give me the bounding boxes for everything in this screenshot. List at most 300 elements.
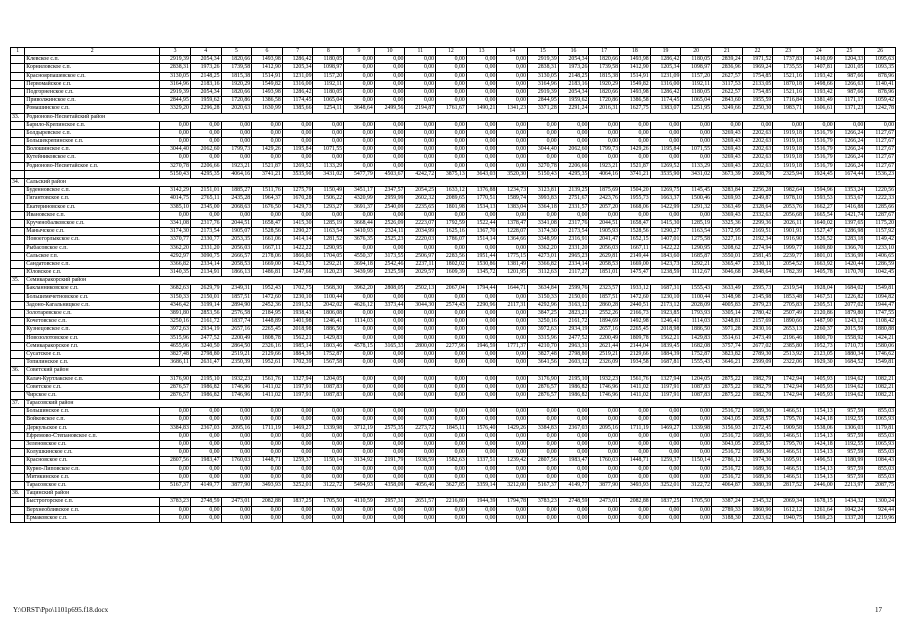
value-cell: 2705,83 bbox=[773, 301, 804, 309]
value-cell: 1127,67 bbox=[865, 162, 896, 170]
value-cell: 0,00 bbox=[313, 449, 344, 457]
settlement-row bbox=[11, 481, 896, 489]
value-cell: 1287,67 bbox=[865, 211, 896, 219]
value-cell: 1180,99 bbox=[834, 457, 865, 465]
value-cell: 1231,09 bbox=[650, 72, 681, 80]
value-cell: 0,00 bbox=[374, 56, 405, 64]
value-cell: 0,00 bbox=[589, 449, 620, 457]
value-cell: 2332,63 bbox=[742, 211, 773, 219]
value-cell: 1423,73 bbox=[282, 260, 313, 268]
value-cell: 0,00 bbox=[344, 375, 375, 383]
settlement-row bbox=[11, 162, 896, 170]
value-cell: 1386,58 bbox=[620, 97, 651, 105]
value-cell: 1251,95 bbox=[681, 105, 712, 113]
settlement-name: Кузнецовское с.п. bbox=[25, 326, 160, 334]
value-cell: 1472,60 bbox=[252, 293, 283, 301]
value-cell: 0,00 bbox=[620, 449, 651, 457]
value-cell: 1668,06 bbox=[620, 203, 651, 211]
value-cell: 3646,21 bbox=[712, 359, 743, 367]
value-cell: 1514,91 bbox=[620, 72, 651, 80]
value-cell: 1705,50 bbox=[681, 498, 712, 506]
value-cell: 1475,47 bbox=[620, 269, 651, 277]
settlement-row bbox=[11, 375, 896, 383]
value-cell: 1880,88 bbox=[865, 326, 896, 334]
value-cell: 1493,98 bbox=[620, 56, 651, 64]
value-cell: 0,00 bbox=[374, 129, 405, 137]
settlement-row bbox=[11, 506, 896, 514]
value-cell: 0,00 bbox=[528, 211, 559, 219]
value-cell: 2095,16 bbox=[589, 424, 620, 432]
value-cell: 2367,03 bbox=[190, 424, 221, 432]
value-cell: 1971,52 bbox=[742, 56, 773, 64]
value-cell: 3164,96 bbox=[160, 80, 191, 88]
value-cell: 0,00 bbox=[344, 359, 375, 367]
value-cell: 0,00 bbox=[528, 408, 559, 416]
value-cell: 1171,17 bbox=[834, 97, 865, 105]
settlement-name: Барило-Крепинское с.п. bbox=[25, 121, 160, 129]
value-cell: 3123,81 bbox=[528, 187, 559, 195]
value-cell: 2657,16 bbox=[221, 326, 252, 334]
value-cell: 3240,50 bbox=[190, 342, 221, 350]
value-cell: 5477,79 bbox=[344, 170, 375, 178]
value-cell: 0,00 bbox=[374, 138, 405, 146]
value-cell: 2326,09 bbox=[589, 359, 620, 367]
value-cell: 5494,93 bbox=[344, 481, 375, 489]
settlement-name: Чирское с.п. bbox=[25, 391, 160, 399]
settlement-name: Ивановское с.п. bbox=[25, 211, 160, 219]
value-cell: 0,00 bbox=[620, 129, 651, 137]
value-cell: 2748,59 bbox=[558, 498, 589, 506]
value-cell: 0,00 bbox=[436, 318, 467, 326]
column-number: 20 bbox=[681, 48, 712, 56]
value-cell: 1163,54 bbox=[313, 228, 344, 236]
value-cell: 1059,42 bbox=[865, 97, 896, 105]
settlement-row bbox=[11, 219, 896, 227]
value-cell: 0,00 bbox=[405, 72, 436, 80]
value-cell: 0,00 bbox=[773, 121, 804, 129]
value-cell: 1839,45 bbox=[650, 342, 681, 350]
value-cell: 1667,11 bbox=[252, 244, 283, 252]
value-cell: 1928,04 bbox=[803, 285, 834, 293]
value-cell: 1944,39 bbox=[466, 498, 497, 506]
value-cell: 3514,61 bbox=[712, 334, 743, 342]
row-number-cell bbox=[11, 195, 25, 203]
value-cell: 3043,05 bbox=[712, 416, 743, 424]
value-cell: 0,00 bbox=[558, 408, 589, 416]
value-cell: 0,00 bbox=[558, 514, 589, 522]
column-number: 17 bbox=[589, 48, 620, 56]
value-cell: 1204,05 bbox=[313, 375, 344, 383]
value-cell: 1999,77 bbox=[773, 244, 804, 252]
value-cell: 0,00 bbox=[374, 318, 405, 326]
value-cell: 0,00 bbox=[190, 473, 221, 481]
value-cell: 1466,51 bbox=[773, 408, 804, 416]
value-cell: 0,00 bbox=[466, 326, 497, 334]
value-cell: 0,00 bbox=[558, 138, 589, 146]
value-cell: 1929,30 bbox=[803, 359, 834, 367]
settlement-row bbox=[11, 416, 896, 424]
value-cell: 1689,36 bbox=[742, 473, 773, 481]
value-cell: 2440,51 bbox=[620, 301, 651, 309]
column-number: 24 bbox=[803, 48, 834, 56]
value-cell: 2123,05 bbox=[803, 350, 834, 358]
value-cell: 0,00 bbox=[528, 432, 559, 440]
value-cell: 2786,12 bbox=[712, 457, 743, 465]
value-cell: 1353,67 bbox=[834, 195, 865, 203]
value-cell: 1933,12 bbox=[620, 285, 651, 293]
value-cell: 1448,89 bbox=[252, 318, 283, 326]
value-cell: 2028,09 bbox=[681, 301, 712, 309]
value-cell: 1283,18 bbox=[834, 236, 865, 244]
value-cell: 1286,42 bbox=[650, 56, 681, 64]
value-cell: 1934,58 bbox=[620, 359, 651, 367]
value-cell: 2053,35 bbox=[221, 236, 252, 244]
value-cell: 0,00 bbox=[344, 350, 375, 358]
row-number-cell bbox=[11, 219, 25, 227]
value-cell: 1530,86 bbox=[466, 260, 497, 268]
value-cell: 2029,57 bbox=[405, 269, 436, 277]
value-cell: 0,00 bbox=[436, 138, 467, 146]
value-cell: 0,00 bbox=[589, 432, 620, 440]
value-cell: 3431,02 bbox=[681, 170, 712, 178]
value-cell: 1230,10 bbox=[650, 293, 681, 301]
value-cell: 0,00 bbox=[221, 473, 252, 481]
value-cell: 0,00 bbox=[405, 146, 436, 154]
value-cell: 0,00 bbox=[405, 441, 436, 449]
value-cell: 0,00 bbox=[466, 56, 497, 64]
settlement-row bbox=[11, 342, 896, 350]
value-cell: 924,44 bbox=[865, 506, 896, 514]
value-cell: 1197,91 bbox=[282, 383, 313, 391]
value-cell: 3741,21 bbox=[252, 170, 283, 178]
value-cell: 3173,55 bbox=[374, 252, 405, 260]
settlement-name: Кутейниковское с.п. bbox=[25, 154, 160, 162]
value-cell: 2622,57 bbox=[712, 88, 743, 96]
value-cell: 1405,93 bbox=[803, 391, 834, 399]
value-cell: 2134,91 bbox=[190, 269, 221, 277]
value-cell: 2202,63 bbox=[742, 162, 773, 170]
value-cell: 1516,79 bbox=[803, 146, 834, 154]
value-cell: 0,00 bbox=[466, 80, 497, 88]
row-number-cell bbox=[11, 441, 25, 449]
value-cell: 2876,57 bbox=[160, 391, 191, 399]
value-cell: 2765,11 bbox=[190, 195, 221, 203]
value-cell: 0,00 bbox=[405, 318, 436, 326]
value-cell: 1795,70 bbox=[773, 441, 804, 449]
value-cell: 1986,82 bbox=[558, 391, 589, 399]
value-cell: 0,00 bbox=[620, 432, 651, 440]
value-cell: 0,00 bbox=[497, 473, 528, 481]
value-cell: 1285,19 bbox=[681, 219, 712, 227]
value-cell: 2838,31 bbox=[528, 64, 559, 72]
value-cell: 2751,67 bbox=[558, 195, 589, 203]
value-cell: 1983,47 bbox=[558, 457, 589, 465]
value-cell: 3249,66 bbox=[712, 105, 743, 113]
value-cell: 1429,26 bbox=[252, 146, 283, 154]
value-cell: 1150,14 bbox=[313, 457, 344, 465]
value-cell: 2020,63 bbox=[221, 105, 252, 113]
value-cell: 1286,98 bbox=[834, 228, 865, 236]
value-cell: 1071,55 bbox=[313, 146, 344, 154]
value-cell: 0,00 bbox=[558, 432, 589, 440]
settlement-name: Подгорненское с.п. bbox=[25, 88, 160, 96]
value-cell: 1247,66 bbox=[282, 269, 313, 277]
settlement-row bbox=[11, 293, 896, 301]
row-number-cell bbox=[11, 391, 25, 399]
value-cell: 1569,23 bbox=[803, 514, 834, 522]
value-cell: 0,00 bbox=[190, 138, 221, 146]
value-cell: 1065,93 bbox=[865, 416, 896, 424]
value-cell: 1801,98 bbox=[436, 203, 467, 211]
value-cell: 1291,32 bbox=[681, 203, 712, 211]
value-cell: 0,00 bbox=[405, 391, 436, 399]
value-cell: 2034,99 bbox=[405, 228, 436, 236]
value-cell: 1266,24 bbox=[834, 129, 865, 137]
value-cell: 4014,75 bbox=[160, 195, 191, 203]
value-cell: 3250,16 bbox=[160, 318, 191, 326]
value-cell: 0,00 bbox=[344, 449, 375, 457]
district-row bbox=[11, 277, 896, 285]
value-cell: 1549,81 bbox=[865, 359, 896, 367]
value-cell: 1269,52 bbox=[282, 162, 313, 170]
value-cell: 2934,19 bbox=[558, 326, 589, 334]
value-cell: 1663,37 bbox=[650, 195, 681, 203]
value-cell: 2477,52 bbox=[558, 334, 589, 342]
value-cell: 1761,67 bbox=[436, 105, 467, 113]
value-cell: 0,00 bbox=[405, 154, 436, 162]
value-cell: 1300,24 bbox=[865, 498, 896, 506]
value-cell: 3993,83 bbox=[528, 195, 559, 203]
value-cell: 2627,57 bbox=[712, 72, 743, 80]
value-cell: 0,00 bbox=[344, 211, 375, 219]
value-cell: 1154,13 bbox=[803, 473, 834, 481]
value-cell: 2322,06 bbox=[773, 359, 804, 367]
value-cell: 2446,00 bbox=[803, 481, 834, 489]
value-cell: 1794,78 bbox=[497, 498, 528, 506]
value-cell: 1880,34 bbox=[834, 350, 865, 358]
settlement-name: Верхнеобливское с.п. bbox=[25, 506, 160, 514]
settlement-row bbox=[11, 252, 896, 260]
value-cell: 1549,82 bbox=[252, 80, 283, 88]
value-cell: 0,00 bbox=[405, 244, 436, 252]
value-cell: 2836,96 bbox=[712, 64, 743, 72]
value-cell: 0,00 bbox=[436, 465, 467, 473]
value-cell: 1932,23 bbox=[589, 375, 620, 383]
settlement-row bbox=[11, 441, 896, 449]
value-cell: 1204,05 bbox=[681, 375, 712, 383]
column-number: 11 bbox=[405, 48, 436, 56]
value-cell: 1429,73 bbox=[282, 203, 313, 211]
value-cell: 2789,33 bbox=[712, 506, 743, 514]
value-cell: 0,00 bbox=[252, 432, 283, 440]
value-cell: 1383,04 bbox=[497, 203, 528, 211]
value-cell: 2473,01 bbox=[589, 498, 620, 506]
value-cell: 2056,03 bbox=[589, 244, 620, 252]
value-cell: 1528,56 bbox=[620, 228, 651, 236]
value-cell: 0,00 bbox=[497, 449, 528, 457]
value-cell: 3176,90 bbox=[528, 375, 559, 383]
value-cell: 3971,28 bbox=[712, 326, 743, 334]
value-cell: 1192,11 bbox=[313, 80, 344, 88]
value-cell: 0,00 bbox=[160, 432, 191, 440]
district-number: 36. bbox=[11, 367, 25, 375]
value-cell: 0,00 bbox=[466, 97, 497, 105]
value-cell: 0,00 bbox=[436, 64, 467, 72]
settlement-name: Тарасовское с.п. bbox=[25, 481, 160, 489]
settlement-name: Быстрогорское с.п. bbox=[25, 498, 160, 506]
value-cell: 2133,05 bbox=[742, 80, 773, 88]
value-cell: 1676,50 bbox=[252, 203, 283, 211]
column-number: 19 bbox=[650, 48, 681, 56]
value-cell: 1689,36 bbox=[742, 408, 773, 416]
settlement-name: Семикаракорское г.п. bbox=[25, 342, 160, 350]
value-cell: 1154,13 bbox=[803, 449, 834, 457]
value-cell: 2191,79 bbox=[374, 457, 405, 465]
value-cell: 0,00 bbox=[466, 506, 497, 514]
value-cell: 0,00 bbox=[405, 293, 436, 301]
value-cell: 3156,93 bbox=[712, 424, 743, 432]
value-cell: 2206,66 bbox=[190, 162, 221, 170]
value-cell: 2334,14 bbox=[190, 260, 221, 268]
value-cell: 3451,17 bbox=[344, 187, 375, 195]
settlement-name: Юловское с.п. bbox=[25, 269, 160, 277]
value-cell: 1526,52 bbox=[803, 236, 834, 244]
value-cell: 2044,51 bbox=[589, 219, 620, 227]
value-cell: 2507,49 bbox=[773, 310, 804, 318]
value-cell: 2044,51 bbox=[221, 219, 252, 227]
column-number: 15 bbox=[528, 48, 559, 56]
value-cell: 2042,02 bbox=[313, 301, 344, 309]
value-cell: 4503,67 bbox=[374, 170, 405, 178]
value-cell: 1108,42 bbox=[865, 318, 896, 326]
value-cell: 1739,58 bbox=[589, 64, 620, 72]
value-cell: 2602,32 bbox=[405, 195, 436, 203]
value-cell: 3877,90 bbox=[589, 481, 620, 489]
value-cell: 3648,64 bbox=[344, 105, 375, 113]
settlement-row bbox=[11, 138, 896, 146]
value-cell: 3348,99 bbox=[528, 236, 559, 244]
value-cell: 1770,51 bbox=[466, 195, 497, 203]
value-cell: 0,00 bbox=[466, 310, 497, 318]
value-cell: 1204,33 bbox=[834, 56, 865, 64]
column-number-row bbox=[11, 48, 896, 56]
row-number-cell bbox=[11, 244, 25, 252]
value-cell: 4110,59 bbox=[344, 498, 375, 506]
value-cell: 1290,95 bbox=[681, 244, 712, 252]
value-cell: 2184,95 bbox=[252, 310, 283, 318]
settlement-row bbox=[11, 64, 896, 72]
value-cell: 1405,93 bbox=[803, 383, 834, 391]
row-number-cell bbox=[11, 260, 25, 268]
value-cell: 2328,64 bbox=[742, 203, 773, 211]
value-cell: 2552,26 bbox=[589, 310, 620, 318]
row-number-cell bbox=[11, 318, 25, 326]
value-cell: 2823,21 bbox=[558, 310, 589, 318]
value-cell: 0,00 bbox=[374, 465, 405, 473]
value-cell: 1845,11 bbox=[436, 424, 467, 432]
value-cell: 0,00 bbox=[558, 154, 589, 162]
value-cell: 3150,33 bbox=[528, 293, 559, 301]
value-cell: 3122,72 bbox=[681, 481, 712, 489]
column-number: 21 bbox=[712, 48, 743, 56]
value-cell: 1986,82 bbox=[558, 383, 589, 391]
value-cell: 1493,98 bbox=[252, 88, 283, 96]
value-cell: 3363,49 bbox=[712, 203, 743, 211]
value-cell: 1562,21 bbox=[650, 334, 681, 342]
value-cell: 0,00 bbox=[650, 473, 681, 481]
value-cell: 2200,49 bbox=[589, 334, 620, 342]
value-cell: 1133,29 bbox=[313, 162, 344, 170]
value-cell: 1195,84 bbox=[282, 146, 313, 154]
value-cell: 3329,20 bbox=[160, 105, 191, 113]
value-cell: 3410,93 bbox=[344, 228, 375, 236]
value-cell: 0,00 bbox=[190, 416, 221, 424]
value-cell: 2192,34 bbox=[742, 236, 773, 244]
value-cell: 0,00 bbox=[374, 80, 405, 88]
row-number-cell bbox=[11, 154, 25, 162]
value-cell: 1220,56 bbox=[865, 187, 896, 195]
value-cell: 0,00 bbox=[282, 441, 313, 449]
value-cell: 3827,48 bbox=[528, 350, 559, 358]
value-cell: 0,00 bbox=[497, 334, 528, 342]
value-cell: 2053,76 bbox=[773, 203, 804, 211]
value-cell: 2283,56 bbox=[436, 252, 467, 260]
row-number-cell bbox=[11, 105, 25, 113]
value-cell: 0,00 bbox=[528, 449, 559, 457]
value-cell: 2223,07 bbox=[405, 219, 436, 227]
value-cell: 1875,69 bbox=[589, 187, 620, 195]
value-cell: 0,00 bbox=[405, 129, 436, 137]
value-cell: 2117,31 bbox=[497, 301, 528, 309]
value-cell: 1381,49 bbox=[497, 260, 528, 268]
value-cell: 1222,33 bbox=[865, 195, 896, 203]
value-cell: 1397,65 bbox=[834, 219, 865, 227]
value-cell: 1886,50 bbox=[681, 326, 712, 334]
value-cell: 0,00 bbox=[528, 121, 559, 129]
value-cell: 1793,93 bbox=[681, 310, 712, 318]
value-cell: 3174,30 bbox=[528, 228, 559, 236]
value-cell: 1633,12 bbox=[436, 187, 467, 195]
value-cell: 1923,85 bbox=[650, 310, 681, 318]
value-cell: 1405,93 bbox=[803, 375, 834, 383]
row-number-cell bbox=[11, 408, 25, 416]
value-cell: 2349,31 bbox=[221, 285, 252, 293]
value-cell: 3140,35 bbox=[160, 269, 191, 277]
value-cell: 1316,00 bbox=[282, 80, 313, 88]
value-cell: 1870,18 bbox=[773, 80, 804, 88]
settlement-name: Родионово-Несветайское с.п. bbox=[25, 162, 160, 170]
value-cell: 3315,96 bbox=[528, 334, 559, 342]
value-cell: 1095,63 bbox=[865, 56, 896, 64]
value-cell: 1472,60 bbox=[620, 293, 651, 301]
value-cell: 1269,52 bbox=[650, 162, 681, 170]
value-cell: 1145,45 bbox=[681, 187, 712, 195]
value-cell: 1405,78 bbox=[803, 269, 834, 277]
value-cell: 3248,81 bbox=[712, 318, 743, 326]
value-cell: 3046,68 bbox=[712, 269, 743, 277]
value-cell: 0,00 bbox=[497, 97, 528, 105]
value-cell: 2145,98 bbox=[742, 293, 773, 301]
value-cell: 0,00 bbox=[497, 129, 528, 137]
value-cell: 2069,34 bbox=[773, 498, 804, 506]
value-cell: 3641,56 bbox=[528, 359, 559, 367]
value-cell: 1163,54 bbox=[681, 228, 712, 236]
row-number-cell bbox=[11, 334, 25, 342]
value-cell: 1170,70 bbox=[834, 269, 865, 277]
value-cell: 1410,09 bbox=[803, 56, 834, 64]
value-cell: 4292,96 bbox=[528, 301, 559, 309]
value-cell: 0,00 bbox=[650, 514, 681, 522]
